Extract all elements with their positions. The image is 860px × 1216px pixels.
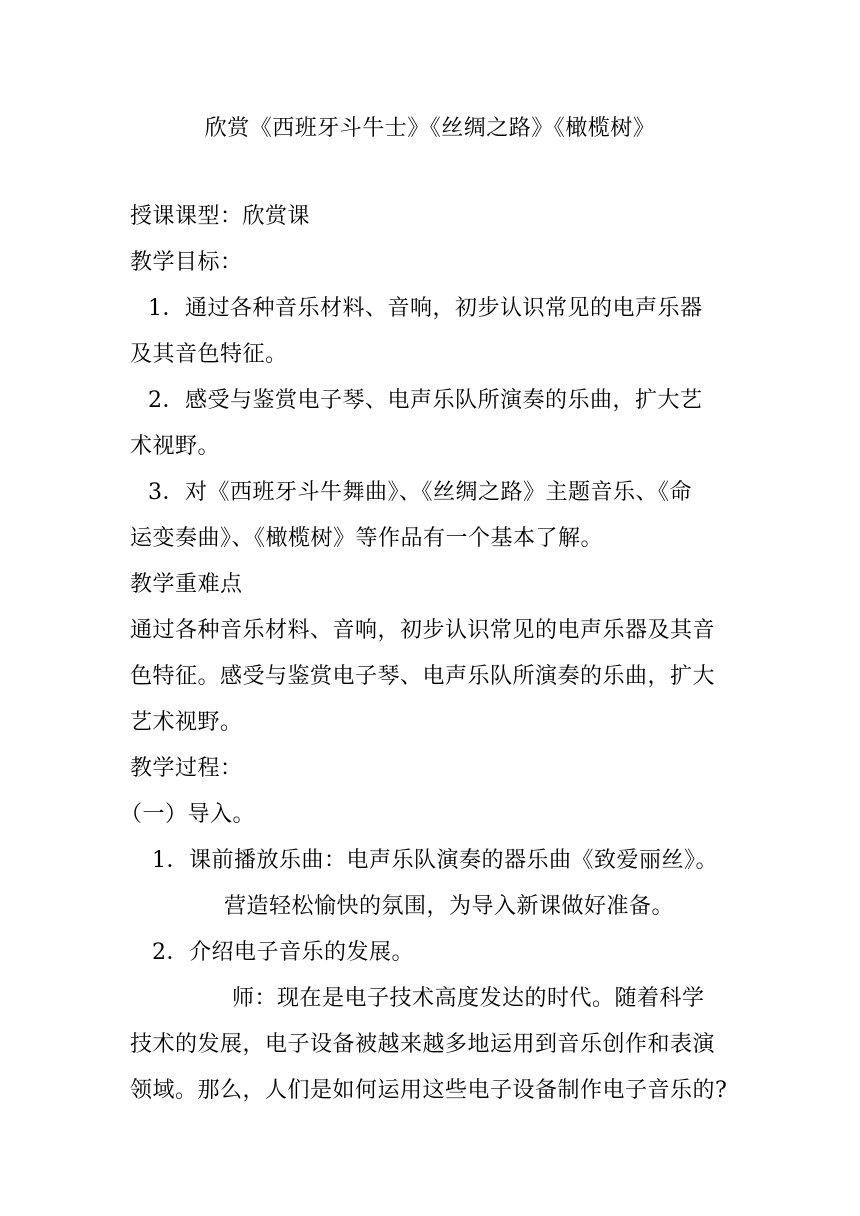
step-2: 2．介绍电子音乐的发展。: [152, 940, 414, 965]
objective-1-line-2: 及其音色特征。: [130, 342, 288, 367]
process-heading: 教学过程：: [130, 756, 243, 781]
key-points-heading: 教学重难点: [130, 572, 243, 597]
objective-2-line-1: 2．感受与鉴赏电子琴、电声乐队所演奏的乐曲，扩大艺: [148, 388, 703, 413]
objective-3-line-1: 3．对《西班牙斗牛舞曲》、《丝绸之路》主题音乐、《命: [148, 480, 692, 505]
step-1-line-2: 营造轻松愉快的氛围，为导入新课做好准备。: [224, 894, 675, 919]
key-points-line-2: 色特征。感受与鉴赏电子琴、电声乐队所演奏的乐曲，扩大: [130, 664, 716, 689]
step-1-line-1: 1．课前播放乐曲：电声乐队演奏的器乐曲《致爱丽丝》。: [152, 848, 718, 873]
objectives-heading: 教学目标：: [130, 250, 243, 275]
lesson-type: 授课课型：欣赏课: [130, 204, 311, 229]
objective-3-line-2: 运变奏曲》、《橄榄树》等作品有一个基本了解。: [130, 526, 604, 551]
key-points-line-3: 艺术视野。: [130, 710, 243, 735]
objective-2-line-2: 术视野。: [130, 434, 221, 459]
teacher-text-line-1: 师：现在是电子技术高度发达的时代。随着科学: [232, 986, 705, 1011]
objective-1-line-1: 1．通过各种音乐材料、音响，初步认识常见的电声乐器: [148, 296, 703, 321]
section-intro-heading: （一）导入。: [120, 802, 256, 827]
key-points-line-1: 通过各种音乐材料、音响，初步认识常见的电声乐器及其音: [130, 618, 716, 643]
teacher-text-line-3: 领域。那么，人们是如何运用这些电子设备制作电子音乐的?: [130, 1078, 728, 1103]
teacher-text-line-2: 技术的发展，电子设备被越来越多地运用到音乐创作和表演: [130, 1032, 716, 1057]
document-title: 欣赏《西班牙斗牛士》《丝绸之路》《橄榄树》: [204, 116, 656, 141]
